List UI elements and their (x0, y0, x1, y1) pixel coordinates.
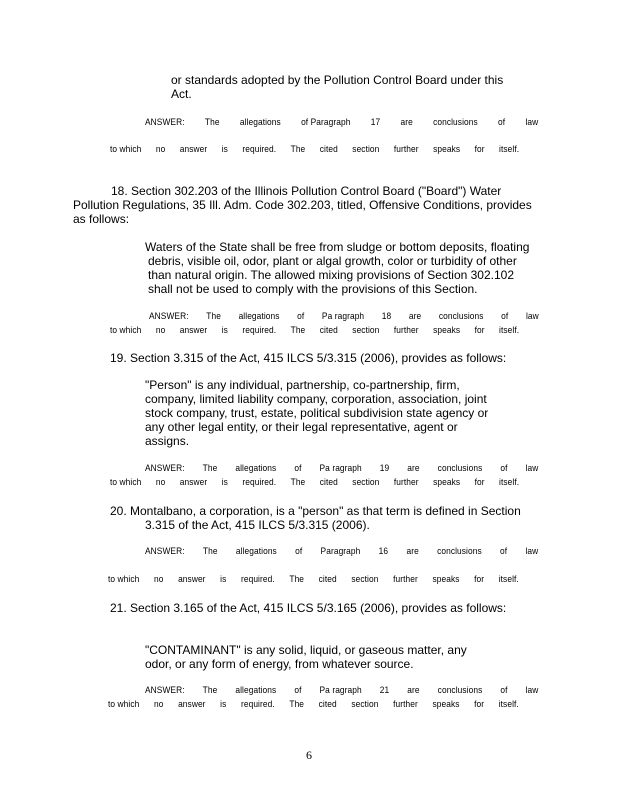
paragraph-21: 21. Section 3.165 of the Act, 415 ILCS 5/3.165 (2006), provides as follows: (110, 601, 507, 615)
paragraph-19: 19. Section 3.315 of the Act, 415 ILCS 5/3.315 (2006), provides as follows: (110, 351, 507, 365)
answer-18-line2: to which no answer is required. The cited section further speaks for itself. (110, 325, 520, 336)
answer-19-line1: ANSWER: The allegations of Pa ragraph 19 are conclusions of law (145, 463, 539, 474)
answer-17-line1: ANSWER: The allegations of Paragraph 17 are conclusions of law (145, 117, 539, 128)
page-number: 6 (306, 748, 312, 762)
answer-21-line2: to which no answer is required. The cited section further speaks for itself. (108, 699, 519, 710)
continuation-text: or standards adopted by the Pollution Control Board under this Act. (171, 73, 504, 101)
paragraph-20: 20. Montalbano, a corporation, is a "person" as that term is defined in Section 3.315 of the Act, 415 ILCS 5/3.315 (2006). (110, 504, 521, 532)
answer-18-line1: ANSWER: The allegations of Pa ragraph 18 are conclusions of law (149, 311, 539, 322)
quote-19: "Person" is any individual, partnership, co-partnership, firm, company, limited liability company, corporation, association, joint stock company, trust, estate, political subdivision state agency or any other legal entity, or their legal representative, agent or assigns. (145, 378, 489, 448)
answer-20-line2: to which no answer is required. The cited section further speaks for itself. (108, 574, 519, 585)
answer-19-line2: to which no answer is required. The cited section further speaks for itself. (110, 477, 520, 488)
paragraph-18: 18. Section 302.203 of the Illinois Pollution Control Board ("Board") Water Pollution Regulations, 35 Ill. Adm. Code 302.203, titled, Offensive Conditions, provides as follows: (73, 184, 532, 226)
quote-18: Waters of the State shall be free from sludge or bottom deposits, floating debris, visible oil, odor, plant or algal growth, color or turbidity of other than natural origin. The allowed mixing provisions of Section 302.102 shall not be used to comply with the provisions of this Section. (145, 240, 530, 296)
answer-17-line2: to which no answer is required. The cited section further speaks for itself. (110, 144, 520, 155)
answer-21-line1: ANSWER: The allegations of Pa ragraph 21 are conclusions of law (145, 685, 539, 696)
quote-21: "CONTAMINANT" is any solid, liquid, or gaseous matter, any odor, or any form of energy, from whatever source. (145, 643, 467, 671)
answer-20-line1: ANSWER: The allegations of Paragraph 16 are conclusions of law (145, 546, 539, 557)
